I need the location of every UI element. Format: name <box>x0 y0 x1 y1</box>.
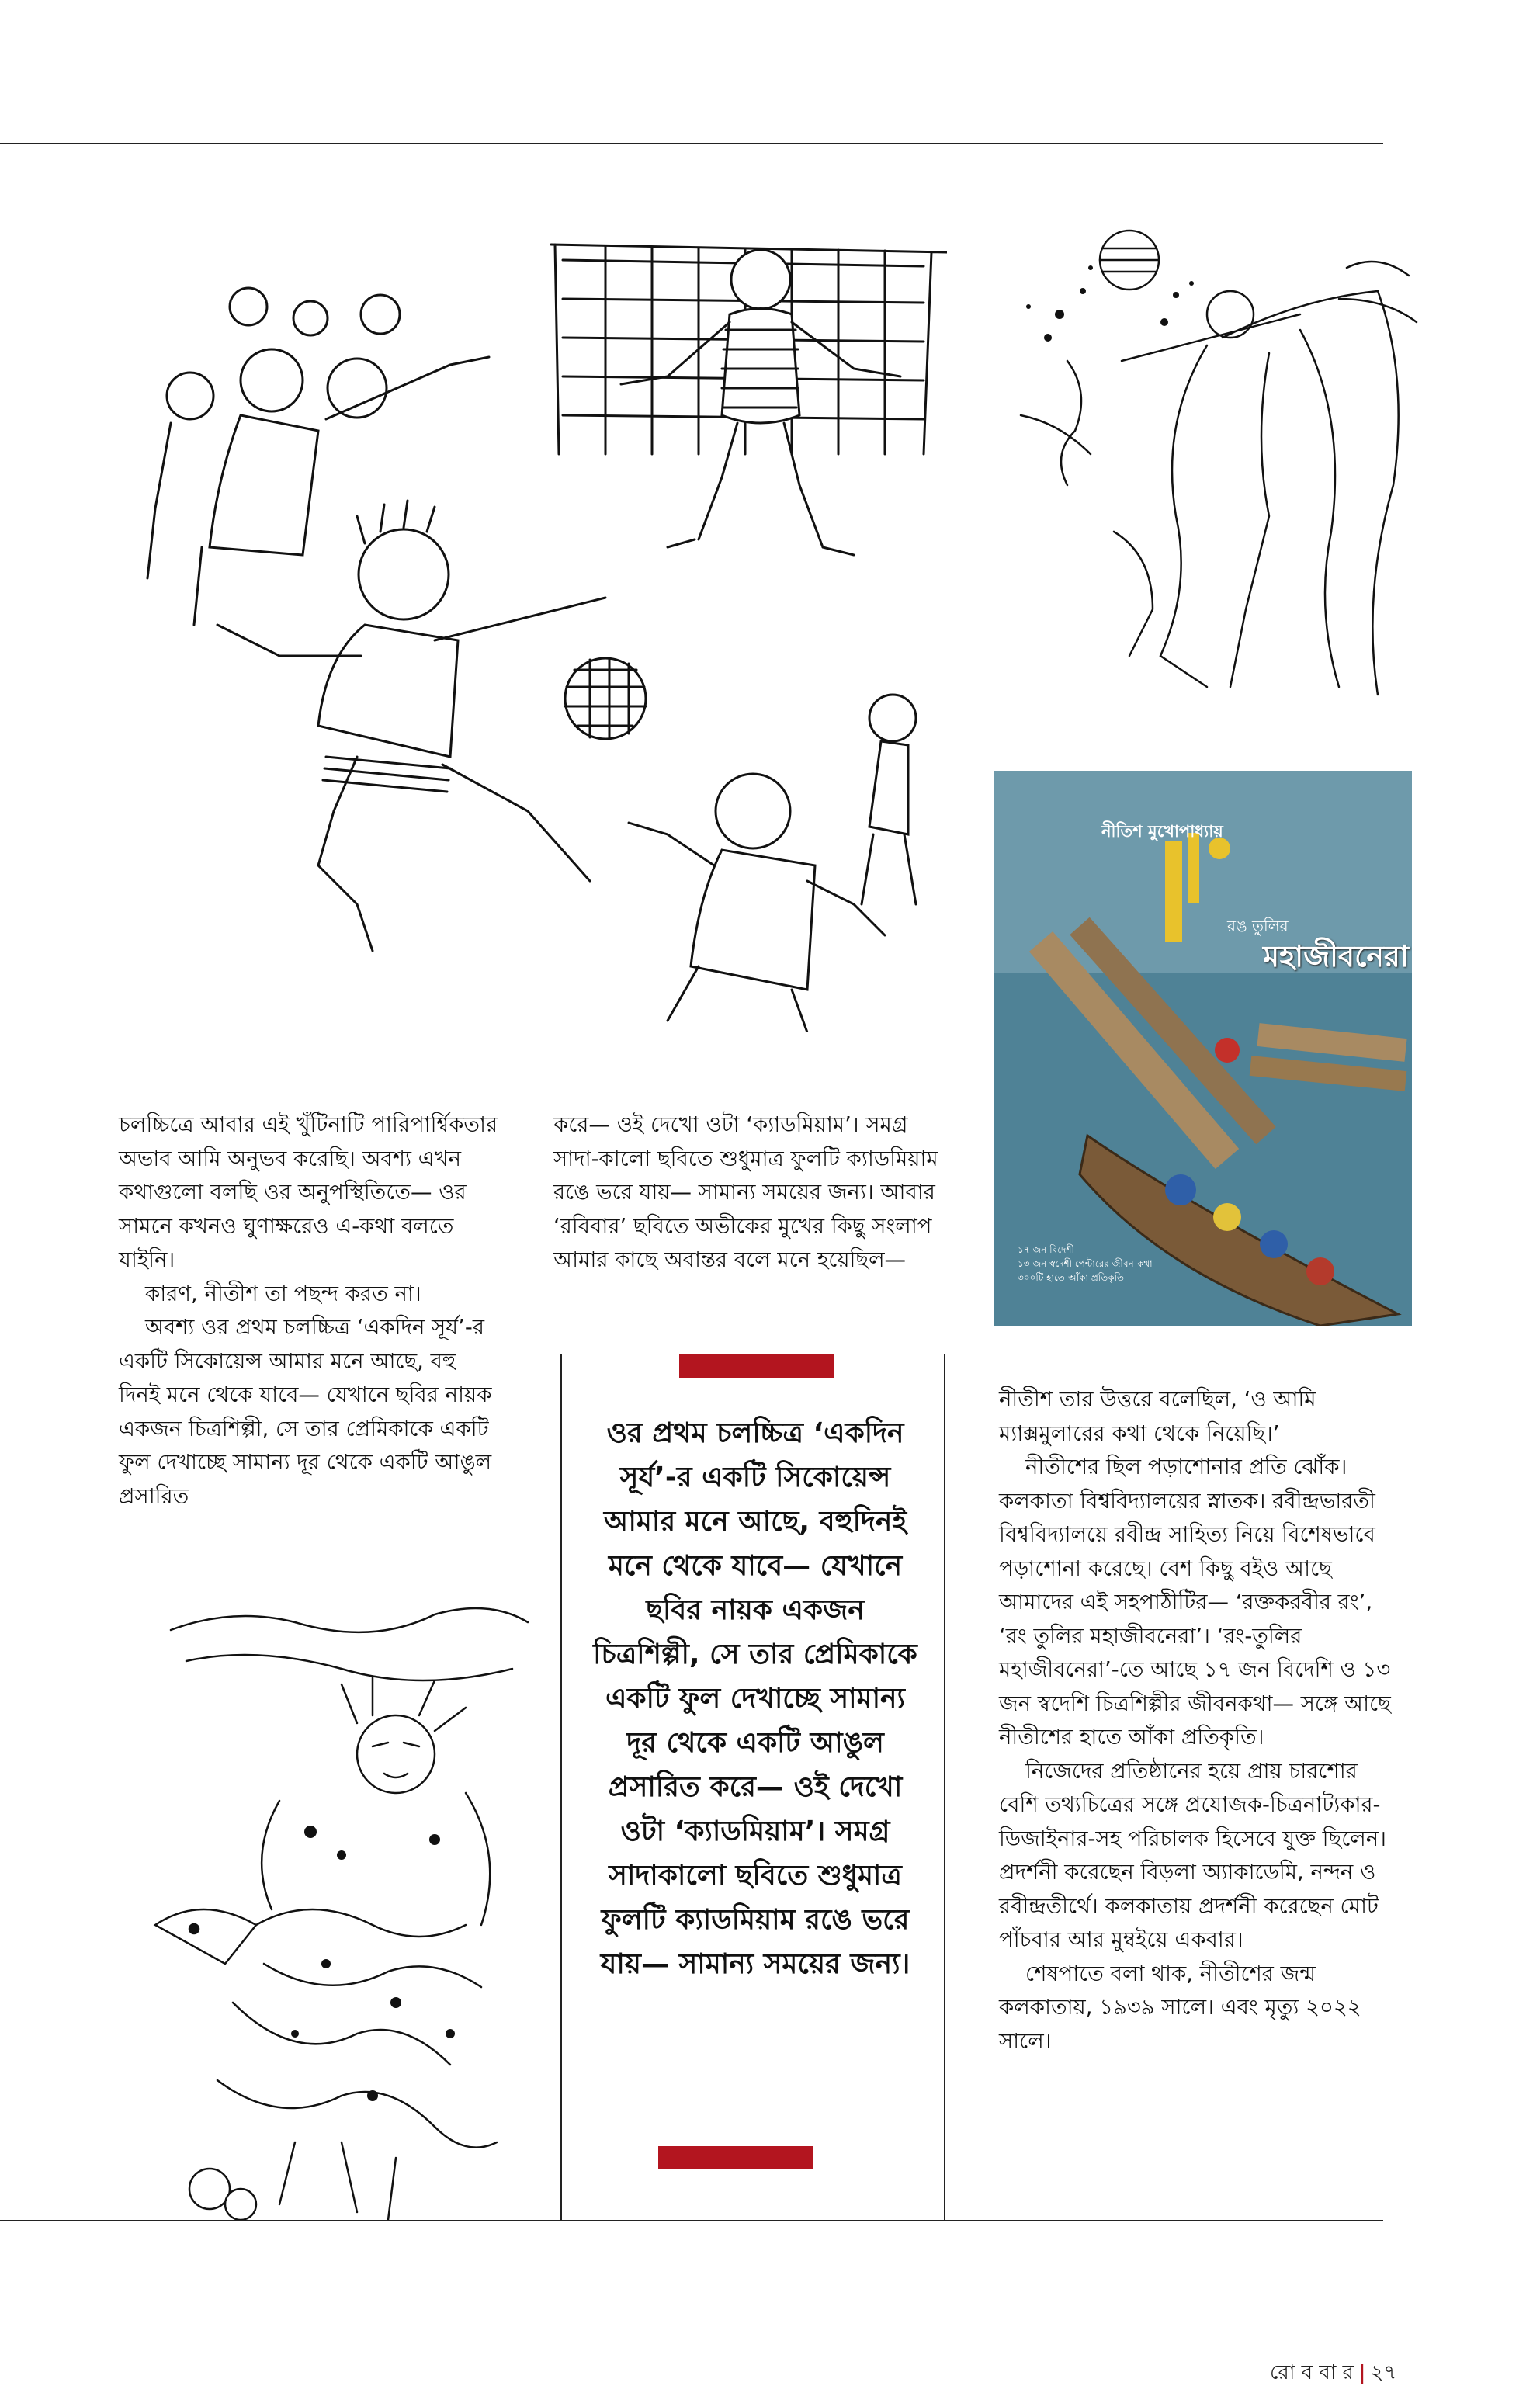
paragraph: চলচ্চিত্রে আবার এই খুঁটিনাটি পারিপার্শ্বিকতার অভাব আমি অনুভব করেছি। অবশ্য এখন কথাগুলো বলছি ওর অনুপস্থিতিতে— ওর সামনে কখনও ঘুণাক্ষরেও এ-কথা বলতে যাইনি। <box>119 1112 498 1272</box>
book-title-large: মহাজীবনেরা <box>1263 939 1409 973</box>
football-illustration <box>124 221 947 1032</box>
top-rule <box>0 143 1383 144</box>
pull-quote: ওর প্রথম চলচ্চিত্র ‘একদিন সূর্য’-র একটি সিকোয়েন্স আমার মনে আছে, বহুদিনই মনে থেকে যাবে— যেখানে ছবির নায়ক একজন চিত্রশিল্পী, সে তার প্রেমিকাকে একটি ফুল দেখাচ্ছে সামান্য দূর থেকে একটি আঙুল প্রসারিত করে— ওই দেখো ওটা ‘ক্যাডমিয়াম’। সমগ্র সাদাকালো ছবিতে শুধুমাত্র ফুলটি ক্যাডমিয়াম রঙে ভরে যায়— সামান্য সময়ের জন্য। <box>593 1417 917 1980</box>
book-author: নীতিশ মুখোপাধ্যায় <box>1101 822 1223 841</box>
book-footer-line: ১৭ জন বিদেশী <box>1018 1244 1074 1255</box>
procession-illustration <box>140 1599 543 2228</box>
article-column-1 <box>119 1108 499 1514</box>
paragraph: নীতীশ তার উত্তরে বলেছিল, ‘ও আমি ম্যাক্সমুলারের কথা থেকে নিয়েছি।’ <box>999 1387 1316 1446</box>
book-title-small: রঙ তুলির <box>1227 917 1289 935</box>
column-divider <box>944 1354 945 2220</box>
book-footer-line: ৩০০টি হাতে-আঁকা প্রতিকৃতি <box>1018 1272 1125 1283</box>
paragraph: শেষপাতে বলা থাক, নীতীশের জন্ম কলকাতায়, ১৯৩৯ সালে। এবং মৃত্যু ২০২২ সালে। <box>999 1961 1361 2054</box>
folio-separator: | <box>1358 2361 1366 2384</box>
bottom-rule <box>0 2220 1383 2221</box>
column-divider <box>560 1354 562 2220</box>
quote-bottom-bar <box>658 2146 813 2169</box>
paragraph: করে— ওই দেখো ওটা ‘ক্যাডমিয়াম’। সমগ্র সাদা-কালো ছবিতে শুধুমাত্র ফুলটি ক্যাডমিয়াম রঙে ভরে যায়— সামান্য সময়ের জন্য। আবার ‘রবিবার’ ছবিতে অভীকের মুখের কিছু সংলাপ আমার কাছে অবান্তর বলে মনে হয়েছিল— <box>553 1112 938 1272</box>
page-folio <box>1270 2357 1396 2391</box>
procession-drawing <box>140 1599 543 2228</box>
article-column-2 <box>553 1108 942 1278</box>
book-cover <box>994 771 1412 1326</box>
paragraph: নিজেদের প্রতিষ্ঠানের হয়ে প্রায় চারশোর বেশি তথ্যচিত্রের সঙ্গে প্রযোজক-চিত্রনাট্যকার-ডিজাইনার-সহ পরিচালক হিসেবে যুক্ত ছিলেন। প্রদর্শনী করেছেন বিড়লা অ্যাকাডেমি, নন্দন ও রবীন্দ্রতীর্থে। কলকাতায় প্রদর্শনী করেছেন মোট পাঁচবার আর মুম্বইয়ে একবার। <box>999 1758 1386 1952</box>
football-scene-drawing <box>124 221 947 1032</box>
book-footer-line: ১৩ জন স্বদেশী পেন্টারের জীবন-কথা <box>1018 1258 1153 1269</box>
magazine-name: রো ব বা র <box>1270 2361 1354 2384</box>
paragraph: নীতীশের ছিল পড়াশোনার প্রতি ঝোঁক। কলকাতা বিশ্ববিদ্যালয়ের স্নাতক। রবীন্দ্রভারতী বিশ্ববিদ্যালয়ে রবীন্দ্র সাহিত্য নিয়ে বিশেষভাবে পড়াশোনা করেছে। বেশ কিছু বইও আছে আমাদের এই সহপাঠীটির— ‘রক্তকরবীর রং’, ‘রং তুলির মহাজীবনেরা’। ‘রং-তুলির মহাজীবনেরা’-তে আছে ১৭ জন বিদেশি ও ১৩ জন স্বদেশি চিত্রশিল্পীর জীবনকথা— সঙ্গে আছে নীতীশের হাতে আঁকা প্রতিকৃতি। <box>999 1455 1391 1750</box>
quote-top-bar <box>679 1354 834 1378</box>
page-number: ২৭ <box>1370 2361 1397 2384</box>
flute-player-drawing <box>974 221 1424 702</box>
paragraph: কারণ, নীতীশ তা পছন্দ করত না। <box>145 1281 421 1306</box>
book-footer-text <box>1018 1243 1153 1285</box>
paragraph: অবশ্য ওর প্রথম চলচ্চিত্র ‘একদিন সূর্য’-র একটি সিকোয়েন্স আমার মনে আছে, বহু দিনই মনে থেকে যাবে— যেখানে ছবির নায়ক একজন চিত্রশিল্পী, সে তার প্রেমিকাকে একটি ফুল দেখাচ্ছে সামান্য দূর থেকে একটি আঙুল প্রসারিত <box>119 1315 492 1509</box>
article-column-3 <box>999 1383 1395 2058</box>
flute-player-illustration <box>974 221 1424 702</box>
